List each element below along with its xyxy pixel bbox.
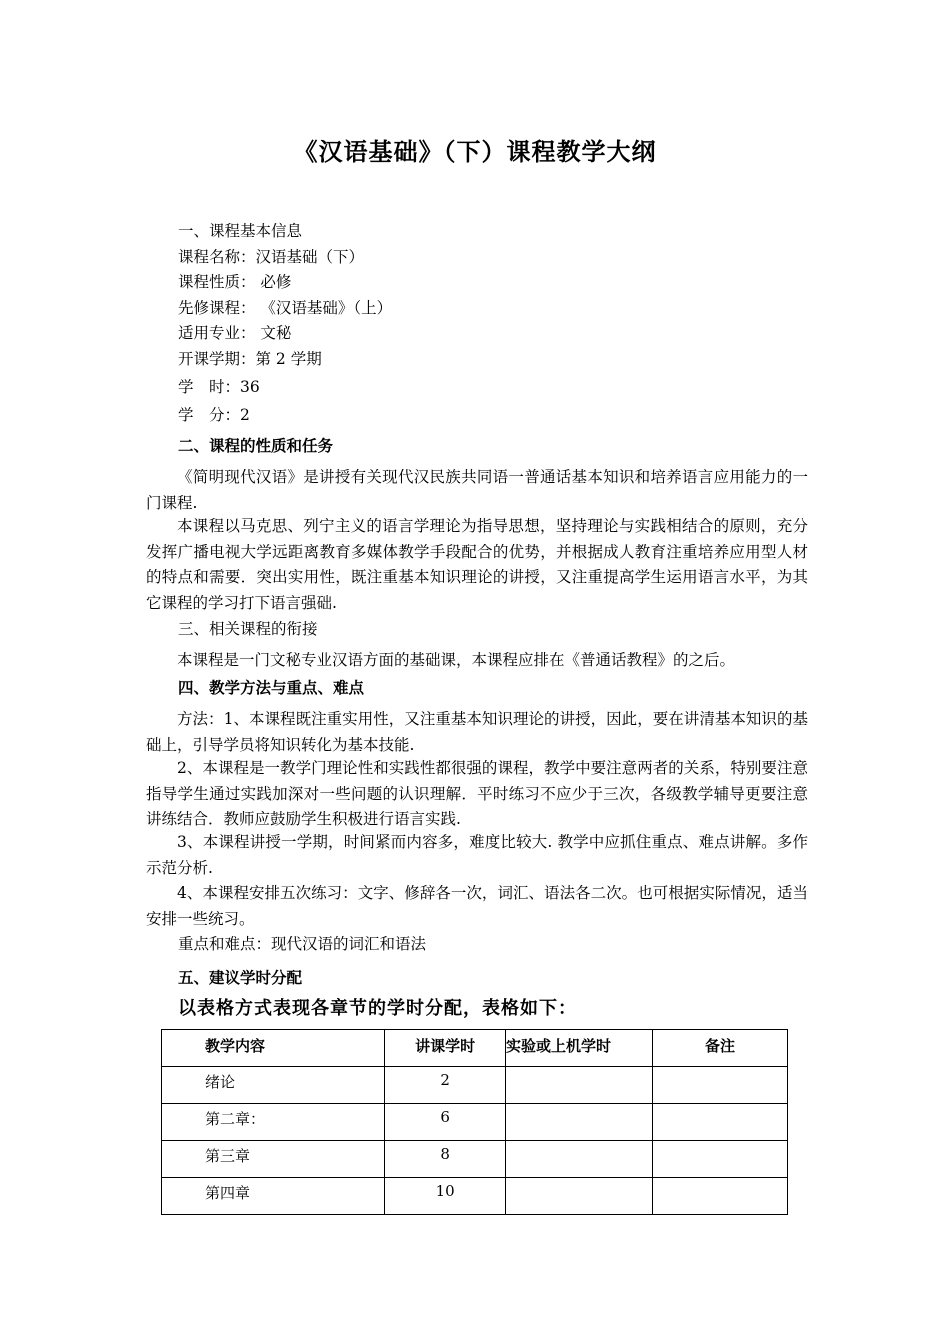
table-lead-text: 以表格方式表现各章节的学时分配，表格如下： (178, 998, 577, 1019)
section3-heading: 三、相关课程的衔接 (178, 620, 318, 638)
document-title: 《汉语基础》（下）课程教学大纲 (293, 138, 657, 166)
cell-content: 第四章 (162, 1178, 385, 1215)
table-row (162, 1141, 788, 1178)
cell-lab-hours (505, 1067, 652, 1104)
cell-notes (652, 1178, 787, 1215)
hours-table (161, 1029, 788, 1215)
header-lab-hours: 实验或上机学时 (505, 1030, 652, 1067)
cell-notes (652, 1104, 787, 1141)
cell-lab-hours (505, 1104, 652, 1141)
class-hours: 学 时：36 (178, 378, 260, 396)
section3-paragraph: 本课程是一门文秘专业汉语方面的基础课，本课程应排在《普通话教程》的之后。 (177, 651, 736, 669)
table-row (162, 1067, 788, 1104)
section5-heading: 五、建议学时分配 (178, 968, 303, 987)
section4-heading: 四、教学方法与重点、难点 (178, 678, 365, 697)
cell-notes (652, 1067, 787, 1104)
section2-paragraph-2: 本课程以马克思、列宁主义的语言学理论为指导思想，坚持理论与实践相结合的原则，充分发挥广播电视大学远距离教育多媒体教学手段配合的优势，并根据成人教育注重培养应用型人材的特点和需要．突出实用性，既注重基本知识理论的讲授，又注重提高学生运用语言水平，为其它课程的学习打下语言强础. (146, 517, 808, 612)
course-name: 课程名称：汉语基础（下） (178, 248, 365, 266)
credits: 学 分：2 (178, 406, 250, 424)
course-nature: 课程性质： 必修 (178, 273, 292, 291)
cell-notes (652, 1141, 787, 1178)
table-row (162, 1178, 788, 1215)
cell-lecture-hours: 10 (385, 1178, 506, 1215)
table-header-row (162, 1030, 788, 1067)
method-paragraph-4: 4、本课程安排五次练习：文字、修辞各一次，词汇、语法各二次。也可根据实际情况，适当安排一些统习。 (146, 884, 808, 928)
cell-lecture-hours: 8 (385, 1141, 506, 1178)
cell-lecture-hours: 6 (385, 1104, 506, 1141)
header-notes: 备注 (652, 1030, 787, 1067)
semester: 开课学期：第 2 学期 (178, 350, 322, 368)
section1-heading: 一、课程基本信息 (178, 222, 303, 240)
section2-heading: 二、课程的性质和任务 (178, 436, 334, 455)
header-content: 教学内容 (162, 1030, 385, 1067)
prerequisite-course: 先修课程： 《汉语基础》（上） (178, 299, 393, 317)
cell-lecture-hours: 2 (385, 1067, 506, 1104)
section2-paragraph-1: 《简明现代汉语》是讲授有关现代汉民族共同语一普通话基本知识和培养语言应用能力的一门课程. (146, 468, 808, 512)
key-points: 重点和难点：现代汉语的词汇和语法 (178, 935, 427, 953)
cell-lab-hours (505, 1178, 652, 1215)
method-paragraph-2: 2、本课程是一教学门理论性和实践性都很强的课程，教学中要注意两者的关系，特别要注意指导学生通过实践加深对一些问题的认识理解．平时练习不应少于三次，各级教学辅导更要注意讲练结合．教师应鼓励学生积极进行语言实践. (146, 759, 808, 828)
applicable-major: 适用专业： 文秘 (178, 324, 292, 342)
table-row (162, 1104, 788, 1141)
cell-content: 第二章： (162, 1104, 385, 1141)
cell-content: 第三章 (162, 1141, 385, 1178)
header-lecture-hours: 讲课学时 (385, 1030, 506, 1067)
cell-content: 绪论 (162, 1067, 385, 1104)
cell-lab-hours (505, 1141, 652, 1178)
method-paragraph-3: 3、本课程讲授一学期，时间紧而内容多，难度比较大. 教学中应抓住重点、难点讲解。多作示范分析. (146, 833, 808, 877)
method-paragraph-1: 方法：1、本课程既注重实用性，又注重基本知识理论的讲授，因此，要在讲清基本知识的基础上，引导学员将知识转化为基本技能. (146, 710, 808, 754)
